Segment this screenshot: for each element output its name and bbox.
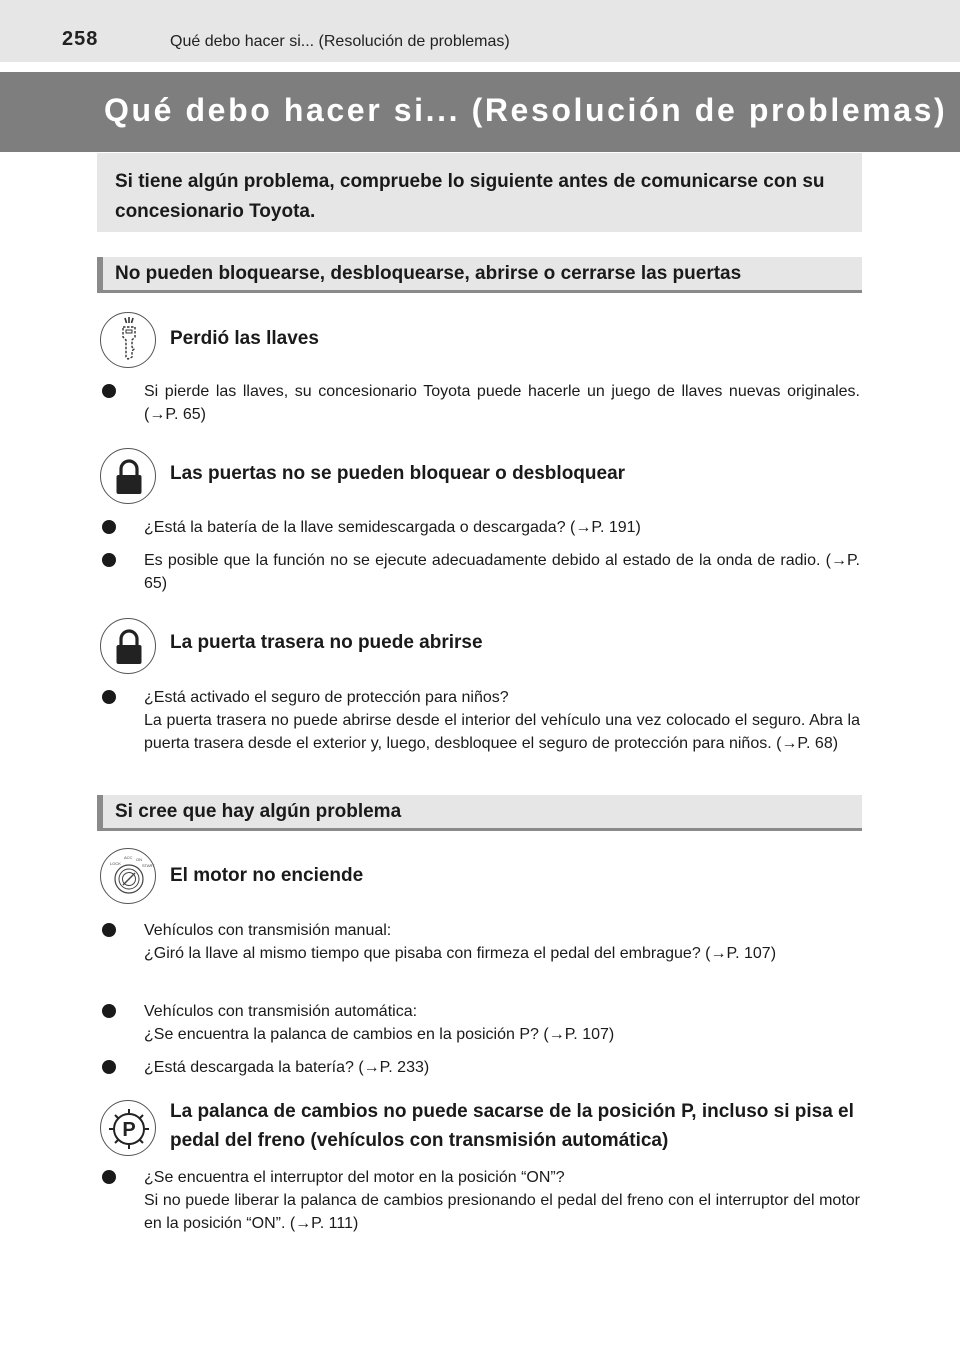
- bullet-icon: [102, 690, 116, 704]
- list-item: [102, 919, 860, 965]
- header-bar: [0, 0, 960, 62]
- ignition-switch-icon: [100, 848, 156, 904]
- key-icon: [100, 312, 156, 368]
- item-title-engine: El motor no enciende: [170, 865, 364, 886]
- lock-icon: [100, 448, 156, 504]
- list-item: [102, 686, 860, 755]
- item-title-shift-lever: La palanca de cambios no puede sacarse de la posición P, incluso si pisa el pedal del freno (vehículos con transmisión automática): [170, 1101, 854, 1151]
- item-title-doors-lock: Las puertas no se pueden bloquear o desbloquear: [170, 463, 626, 484]
- section-heading-text: Si cree que hay algún problema: [115, 801, 402, 822]
- bullet-text: Vehículos con transmisión manual:: [144, 922, 392, 939]
- bullet-text: Si pierde las llaves, su concesionario Toyota puede hacerle un juego de llaves nuevas originales. (→P. 65): [144, 383, 860, 423]
- bullet-text: ¿Está descargada la batería? (→P. 233): [144, 1059, 430, 1076]
- intro-box: [97, 153, 862, 232]
- item-title-lost-keys: Perdió las llaves: [170, 328, 319, 349]
- bullet-detail: La puerta trasera no puede abrirse desde el interior del vehículo una vez colocado el seguro. Abra la puerta trasera desde el exterior y, luego, desbloquee el seguro de protección para niños. (→P. 68): [144, 712, 860, 752]
- page-number: 258: [62, 28, 99, 50]
- page-title: Qué debo hacer si... (Resolución de problemas): [104, 92, 948, 128]
- item-title-rear-door: La puerta trasera no puede abrirse: [170, 632, 483, 653]
- header-gap: [0, 62, 960, 72]
- list-item: [102, 1056, 860, 1079]
- bullet-icon: [102, 1170, 116, 1184]
- bullet-detail: Si no puede liberar la palanca de cambios presionando el pedal del freno con el interruptor del motor en la posición “ON”. (→P. 111): [144, 1192, 860, 1232]
- bullet-detail: ¿Giró la llave al mismo tiempo que pisaba con firmeza el pedal del embrague? (→P. 107): [144, 945, 777, 962]
- section-heading-problem: [97, 795, 862, 831]
- bullet-text: Es posible que la función no se ejecute adecuadamente debido al estado de la onda de radio. (→P. 65): [144, 552, 860, 592]
- parking-gear-icon: [100, 1100, 156, 1156]
- bullet-text: ¿Se encuentra el interruptor del motor en la posición “ON”?: [144, 1169, 565, 1186]
- list-item: [102, 1000, 860, 1046]
- ignition-label-on: ON: [136, 857, 142, 862]
- list-item: [102, 516, 860, 539]
- bullet-text: ¿Está activado el seguro de protección para niños?: [144, 689, 509, 706]
- list-item: [102, 1166, 860, 1235]
- bullet-detail: ¿Se encuentra la palanca de cambios en la posición P? (→P. 107): [144, 1026, 615, 1043]
- running-head: Qué debo hacer si... (Resolución de problemas): [170, 33, 510, 50]
- list-item: [102, 380, 860, 426]
- bullet-icon: [102, 1004, 116, 1018]
- bullet-text: ¿Está la batería de la llave semidescargada o descargada? (→P. 191): [144, 519, 641, 536]
- bullet-icon: [102, 520, 116, 534]
- section-heading-doors: [97, 257, 862, 293]
- ignition-label-start: START: [142, 863, 155, 868]
- lock-icon: [100, 618, 156, 674]
- bullet-icon: [102, 923, 116, 937]
- ignition-label-acc: ACC: [124, 855, 133, 860]
- bullet-icon: [102, 1060, 116, 1074]
- section-heading-text: No pueden bloquearse, desbloquearse, abrirse o cerrarse las puertas: [115, 263, 742, 284]
- title-band: [0, 72, 960, 152]
- ignition-label-lock: LOCK: [110, 861, 121, 866]
- bullet-text: Vehículos con transmisión automática:: [144, 1003, 418, 1020]
- intro-text: Si tiene algún problema, compruebe lo siguiente antes de comunicarse con su concesionario Toyota.: [115, 171, 825, 222]
- bullet-icon: [102, 553, 116, 567]
- list-item: [102, 549, 860, 595]
- parking-gear-label: P: [122, 1119, 136, 1141]
- bullet-icon: [102, 384, 116, 398]
